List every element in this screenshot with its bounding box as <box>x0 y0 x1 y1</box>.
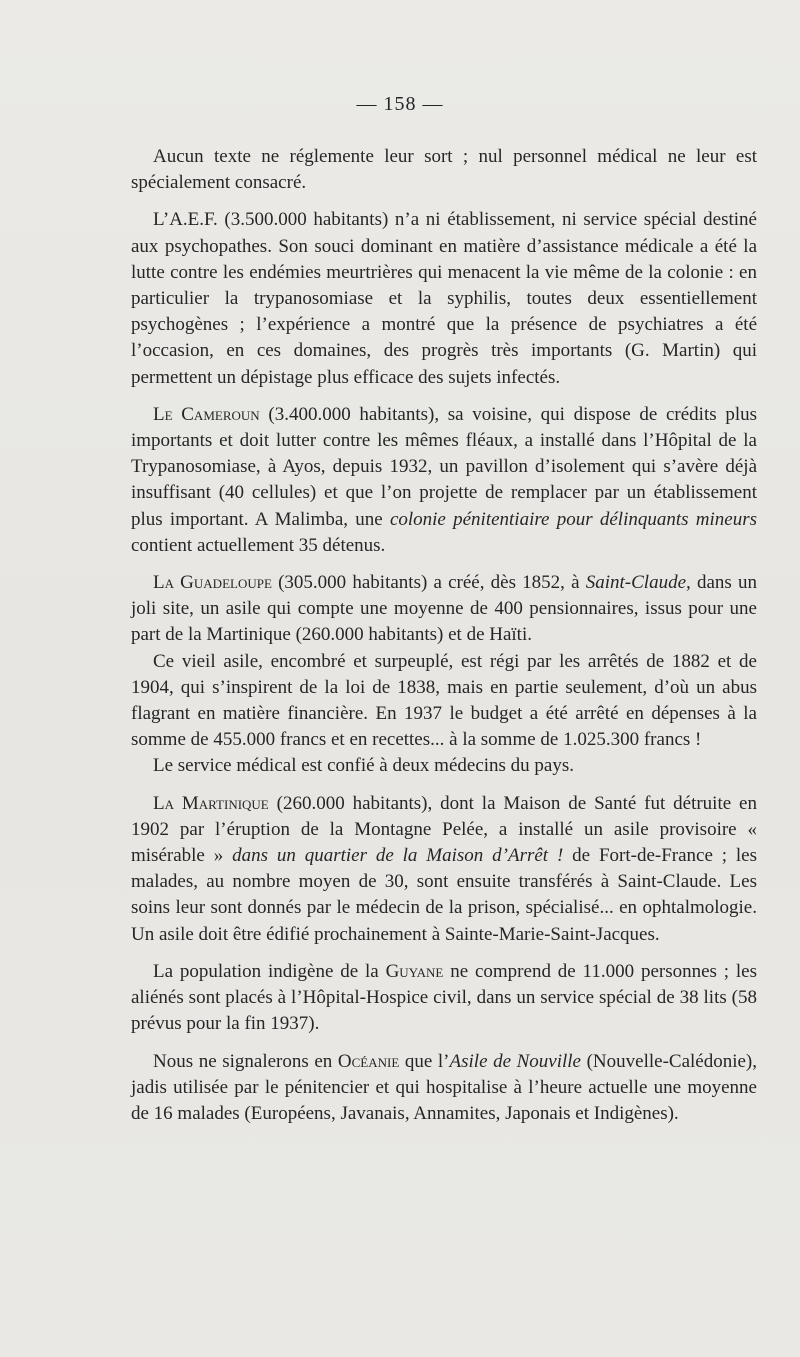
paragraph <box>131 753 757 779</box>
paragraph <box>131 207 757 390</box>
paragraph <box>131 402 757 559</box>
text-run: Le service médical est confié à deux médecins du pays. <box>153 755 574 777</box>
text-run: Aucun texte ne réglemente leur sort ; nul personnel médical ne leur est spécialement consacré. <box>131 146 757 194</box>
text-run: dans un joli site, un asile qui compte une moyenne de 400 pensionnaires, issus pour une part de la Martinique (260.000 habitants) et de Haïti. <box>131 572 757 646</box>
text-run: de Fort-de-France ; les malades, au nombre moyen de 30, sont ensuite transférés à Saint-Claude. Les soins leur sont donnés par le médecin de la prison, spécialisé... en ophtalmologie. Un asile doit être édifié prochainement à Sainte-Marie-Saint-Jacques. <box>131 845 757 945</box>
page-number: — 158 — <box>356 93 444 115</box>
paragraph <box>131 570 757 649</box>
italic-text: dans un quartier de la Maison d’Arrêt ! <box>232 845 564 867</box>
text-run: (260.000 habitants), dont la Maison de Santé fut détruite en 1902 par l’éruption de la Montagne Pelée, a installé un asile provisoire « misérable » <box>131 792 757 867</box>
text-run: Ce vieil asile, encombré et surpeuplé, est régi par les arrêtés de 1882 et de 1904, qui s’inspirent de la loi de 1838, mais en partie seulement, d’où un abus flagrant en matière financière. En 1937 le budget a été arrêté en dépenses à la somme de 455.000 francs et en recettes... à la somme de 1.025.300 francs ! <box>131 650 757 751</box>
place-name: Guyane <box>385 960 444 982</box>
text-run: (305.000 habitants) a créé, dès 1852, à <box>271 572 586 594</box>
place-name: Le Cameroun <box>153 403 260 425</box>
text-run: (Nouvelle-Calédonie), jadis utilisée par le pénitencier et qui hospitalise à l’heure actuelle une moyenne de 16 malades (Européens, Javanais, Annamites, Japonais et Indigènes). <box>131 1050 757 1124</box>
text-run: ne comprend de 11.000 personnes ; les aliénés sont placés à l’Hôpital-Hospice civil, dans un service spécial de 38 lits (58 prévus pour la fin 1937). <box>131 960 757 1035</box>
place-name: La Martinique <box>153 792 269 814</box>
italic-text: colonie pénitentiaire pour délinquants mineurs <box>389 508 758 530</box>
paragraph <box>131 1049 757 1128</box>
italic-text: Asile de Nouville <box>449 1050 581 1072</box>
text-run: contient actuellement 35 détenus. <box>131 534 386 556</box>
italic-text: Saint-Claude, <box>585 572 691 594</box>
text-run: L’A.E.F. (3.500.000 habitants) n’a ni établissement, ni service spécial destiné aux psychopathes. Son souci dominant en matière d’assistance médicale a été la lutte contre les endémies meurtrières qui menacent la vie même de la colonie : en particulier la trypanosomiase et la syphilis, toutes deux essentiellement psychogènes ; l’expérience a montré que la présence de psychiatres a été l’occasion, en ces domaines, des progrès très importants (G. Martin) qui permettent un dépistage plus efficace des sujets infectés. <box>131 209 757 388</box>
paragraph <box>131 791 757 948</box>
text-run: que l’ <box>399 1050 450 1072</box>
body-text <box>131 144 757 1127</box>
text-run: La population indigène de la <box>153 960 386 982</box>
paragraph <box>131 144 757 196</box>
place-name: Océanie <box>337 1050 400 1072</box>
text-run: (3.400.000 habitants), sa voisine, qui dispose de crédits plus importants et doit lutter contre les mêmes fléaux, a installé dans l’Hôpital de la Trypanosomiase, à Ayos, depuis 1932, un pavillon d’isolement qui s’avère déjà insuffisant (40 cellules) et que l’on projette de remplacer par un établissement plus important. A Malimba, une <box>131 403 757 530</box>
paragraph <box>131 959 757 1038</box>
text-run: Nous ne signalerons en <box>153 1050 338 1072</box>
place-name: La Guadeloupe <box>153 572 272 594</box>
paragraph <box>131 649 757 754</box>
